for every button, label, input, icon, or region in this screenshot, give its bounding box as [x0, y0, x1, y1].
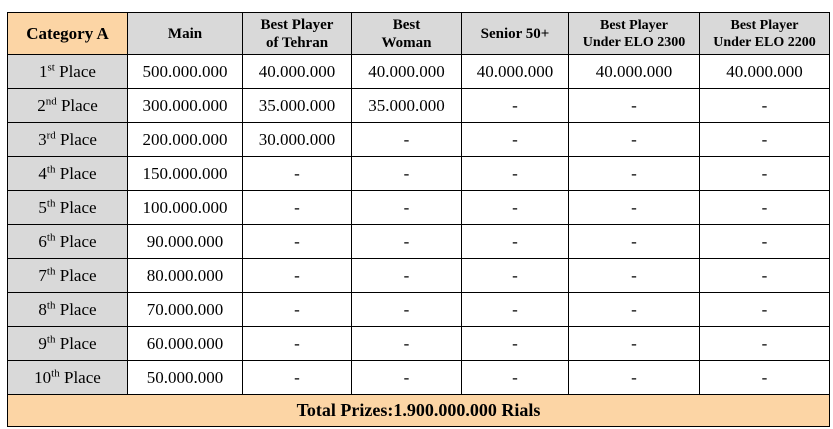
prize-cell-woman: -	[352, 191, 462, 225]
place-cell	[8, 327, 128, 361]
place-cell	[8, 259, 128, 293]
prize-cell-senior: -	[462, 293, 569, 327]
table-row	[8, 191, 830, 225]
place-cell	[8, 55, 128, 89]
table-row	[8, 89, 830, 123]
prize-cell-main: 90.000.000	[128, 225, 243, 259]
prize-cell-tehran: 30.000.000	[243, 123, 352, 157]
place-suffix: th	[51, 366, 60, 379]
prize-cell-elo2300: -	[569, 157, 700, 191]
prize-cell-woman: -	[352, 157, 462, 191]
prize-cell-elo2200: -	[700, 225, 830, 259]
place-label: Place	[59, 197, 97, 217]
place-number: 2	[37, 95, 46, 115]
prize-cell-tehran: -	[243, 293, 352, 327]
prize-cell-tehran: -	[243, 259, 352, 293]
header-senior: Senior 50+	[462, 13, 569, 55]
header-elo2200-line2: Under ELO 2200	[713, 34, 816, 50]
prize-cell-main: 150.000.000	[128, 157, 243, 191]
prize-cell-elo2300: -	[569, 225, 700, 259]
header-elo2300-line2: Under ELO 2300	[582, 34, 686, 50]
prize-cell-senior: -	[462, 123, 569, 157]
header-best-woman	[352, 13, 462, 55]
prize-cell-elo2200: -	[700, 293, 830, 327]
place-cell	[8, 293, 128, 327]
prize-cell-main: 80.000.000	[128, 259, 243, 293]
place-suffix: nd	[45, 94, 57, 107]
table-row	[8, 259, 830, 293]
prize-cell-elo2200: -	[700, 327, 830, 361]
prize-cell-woman: -	[352, 123, 462, 157]
place-label: Place	[59, 299, 97, 319]
header-main: Main	[128, 13, 243, 55]
place-cell	[8, 191, 128, 225]
header-best-woman-line2: Woman	[381, 34, 432, 51]
prize-cell-senior: 40.000.000	[462, 55, 569, 89]
prize-cell-tehran: -	[243, 327, 352, 361]
prize-cell-elo2300: -	[569, 293, 700, 327]
prize-cell-senior: -	[462, 191, 569, 225]
prize-cell-senior: -	[462, 89, 569, 123]
prize-cell-senior: -	[462, 361, 569, 395]
header-elo2300-line1: Best Player	[599, 17, 669, 33]
place-number: 9	[38, 333, 47, 353]
prize-cell-tehran: 40.000.000	[243, 55, 352, 89]
prize-cell-elo2300: -	[569, 191, 700, 225]
place-number: 6	[38, 231, 47, 251]
table-row	[8, 123, 830, 157]
table-row	[8, 361, 830, 395]
header-best-tehran	[243, 13, 352, 55]
prize-cell-main: 200.000.000	[128, 123, 243, 157]
place-number: 7	[38, 265, 47, 285]
prize-cell-elo2200: -	[700, 89, 830, 123]
prize-cell-tehran: -	[243, 157, 352, 191]
place-suffix: th	[46, 230, 56, 243]
prize-cell-woman: -	[352, 327, 462, 361]
place-label: Place	[63, 367, 101, 387]
place-number: 5	[38, 197, 47, 217]
place-suffix: th	[46, 264, 56, 277]
place-number: 4	[38, 163, 47, 183]
place-cell	[8, 361, 128, 395]
prize-cell-elo2300: -	[569, 259, 700, 293]
header-best-tehran-line1: Best Player	[260, 16, 334, 33]
header-category: Category A	[8, 13, 128, 55]
header-elo2200-line1: Best Player	[730, 17, 799, 33]
footer-row	[8, 395, 830, 427]
table-row	[8, 157, 830, 191]
prize-cell-main: 100.000.000	[128, 191, 243, 225]
prize-cell-woman: -	[352, 259, 462, 293]
prize-cell-elo2200: -	[700, 259, 830, 293]
place-cell	[8, 225, 128, 259]
prize-cell-woman: 35.000.000	[352, 89, 462, 123]
header-elo2300	[569, 13, 700, 55]
prize-cell-main: 60.000.000	[128, 327, 243, 361]
prize-cell-senior: -	[462, 327, 569, 361]
place-label: Place	[60, 129, 97, 149]
prize-cell-senior: -	[462, 225, 569, 259]
prize-cell-elo2200: 40.000.000	[700, 55, 830, 89]
place-suffix: st	[47, 60, 55, 73]
place-suffix: rd	[46, 128, 56, 141]
place-label: Place	[59, 61, 96, 81]
prize-cell-woman: -	[352, 225, 462, 259]
prize-cell-senior: -	[462, 259, 569, 293]
prize-cell-woman: 40.000.000	[352, 55, 462, 89]
prize-cell-elo2200: -	[700, 157, 830, 191]
prize-cell-elo2300: 40.000.000	[569, 55, 700, 89]
place-cell	[8, 89, 128, 123]
place-suffix: th	[46, 196, 56, 209]
prize-cell-main: 500.000.000	[128, 55, 243, 89]
prize-cell-senior: -	[462, 157, 569, 191]
place-label: Place	[59, 163, 97, 183]
place-number: 1	[39, 61, 48, 81]
prize-cell-elo2300: -	[569, 89, 700, 123]
total-prizes: Total Prizes:1.900.000.000 Rials	[8, 395, 830, 427]
prize-cell-tehran: -	[243, 225, 352, 259]
table-row	[8, 55, 830, 89]
prize-cell-tehran: -	[243, 361, 352, 395]
prize-cell-elo2300: -	[569, 327, 700, 361]
table-row	[8, 327, 830, 361]
header-best-tehran-line2: of Tehran	[265, 34, 329, 51]
prize-cell-elo2200: -	[700, 123, 830, 157]
place-cell	[8, 157, 128, 191]
prize-cell-elo2200: -	[700, 191, 830, 225]
prize-cell-woman: -	[352, 361, 462, 395]
header-elo2200	[700, 13, 830, 55]
place-label: Place	[59, 265, 97, 285]
prize-cell-tehran: 35.000.000	[243, 89, 352, 123]
prize-table	[7, 12, 830, 427]
place-label: Place	[59, 231, 97, 251]
prize-cell-woman: -	[352, 293, 462, 327]
header-row	[8, 13, 830, 55]
place-suffix: th	[46, 298, 56, 311]
place-number: 3	[38, 129, 47, 149]
prize-cell-main: 70.000.000	[128, 293, 243, 327]
place-label: Place	[60, 95, 98, 115]
place-cell	[8, 123, 128, 157]
place-number: 10	[34, 367, 52, 387]
place-label: Place	[59, 333, 97, 353]
prize-cell-main: 300.000.000	[128, 89, 243, 123]
table-row	[8, 293, 830, 327]
place-suffix: th	[46, 162, 56, 175]
prize-cell-elo2300: -	[569, 361, 700, 395]
prize-cell-elo2300: -	[569, 123, 700, 157]
prize-cell-tehran: -	[243, 191, 352, 225]
header-best-woman-line1: Best	[392, 16, 421, 33]
table-body	[8, 55, 830, 395]
prize-cell-main: 50.000.000	[128, 361, 243, 395]
place-suffix: th	[46, 332, 56, 345]
prize-cell-elo2200: -	[700, 361, 830, 395]
place-number: 8	[38, 299, 47, 319]
table-row	[8, 225, 830, 259]
